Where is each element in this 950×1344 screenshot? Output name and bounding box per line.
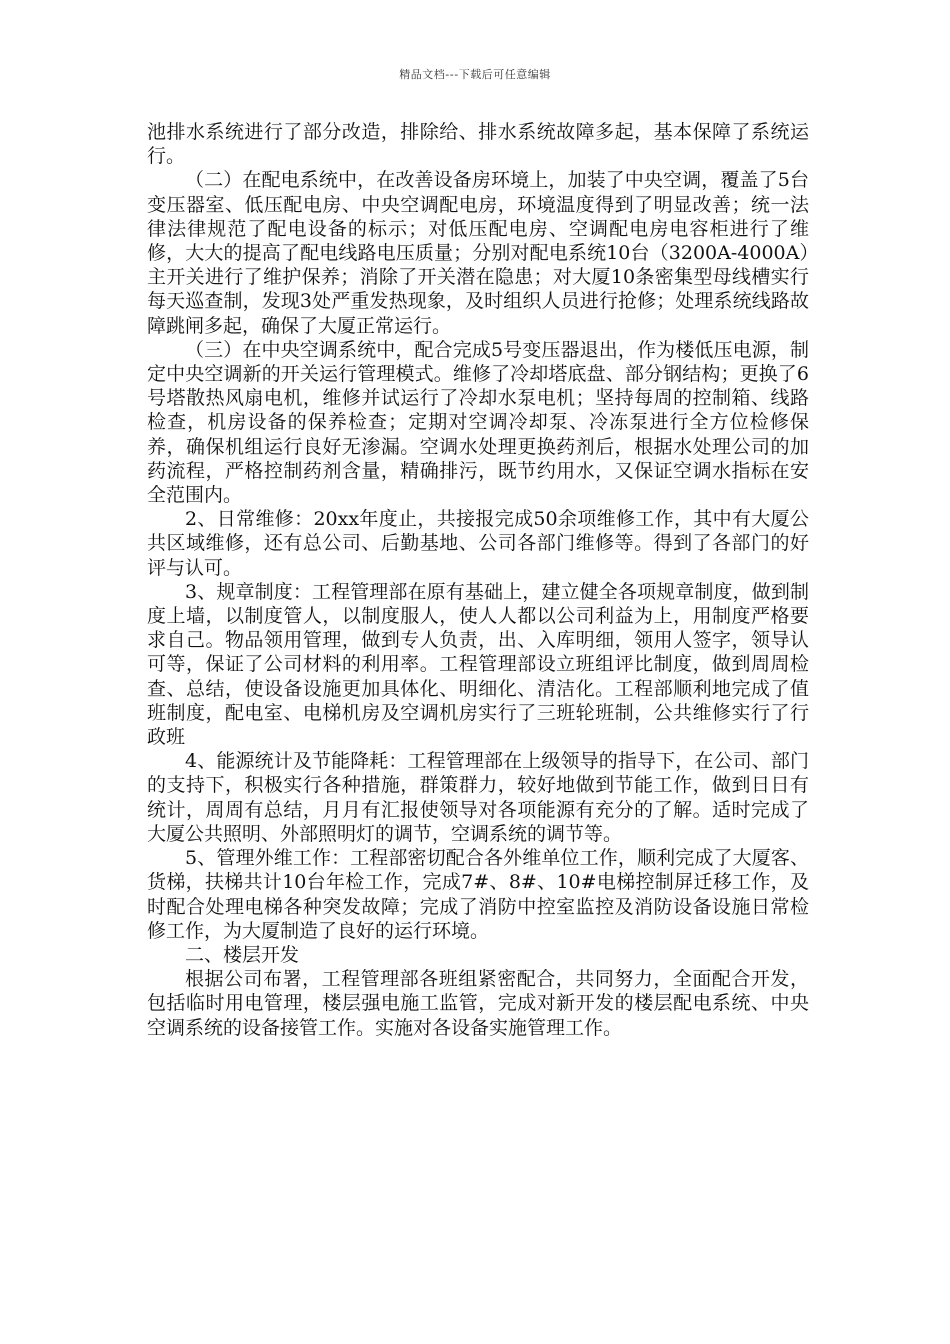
document-body [147, 120, 809, 1040]
paragraph-energy-saving: 4、能源统计及节能降耗：工程管理部在上级领导的指导下，在公司、部门的支持下，积极实行各种措施，群策群力，较好地做到节能工作，做到日日有统计，周周有总结，月月有汇报使领导对各项能源有充分的了解。适时完成了大厦公共照明、外部照明灯的调节，空调系统的调节等。 [147, 750, 809, 845]
paragraph-power-distribution: （二）在配电系统中，在改善设备房环境上，加装了中央空调，覆盖了5台变压器室、低压配电房、中央空调配电房，环境温度得到了明显改善；统一法律法律规范了配电设备的标示；对低压配电房、空调配电房电容柜进行了维修，大大的提高了配电线路电压质量；分别对配电系统10台（3200A-4000A）主开关进行了维护保养；消除了开关潜在隐患；对大厦10条密集型母线槽实行每天巡查制，发现3处严重发热现象，及时组织人员进行抢修；处理系统线路故障跳闸多起，确保了大厦正常运行。 [147, 169, 809, 337]
paragraph-continuation: 池排水系统进行了部分改造，排除给、排水系统故障多起，基本保障了系统运行。 [147, 121, 809, 168]
paragraph-regulations: 3、规章制度：工程管理部在原有基础上，建立健全各项规章制度，做到制度上墙，以制度管人，以制度服人，使人人都以公司利益为上，用制度严格要求自己。物品领用管理，做到专人负责，出、入库明细，领用人签字，领导认可等，保证了公司材料的利用率。工程管理部设立班组评比制度，做到周周检查、总结，使设备设施更加具体化、明细化、清洁化。工程部顺利地完成了值班制度，配电室、电梯机房及空调机房实行了三班轮班制，公共维修实行了行政班 [147, 580, 809, 749]
paragraph-central-ac: （三）在中央空调系统中，配合完成5号变压器退出，作为楼低压电源，制定中央空调新的开关运行管理模式。维修了冷却塔底盘、部分钢结构；更换了6号塔散热风扇电机，维修并试运行了冷却水泵电机；坚持每周的控制箱、线路检查，机房设备的保养检查；定期对空调冷却泵、冷冻泵进行全方位检修保养，确保机组运行良好无渗漏。空调水处理更换药剂后，根据水处理公司的加药流程，严格控制药剂含量，精确排污，既节约用水，又保证空调水指标在安全范围内。 [147, 338, 809, 507]
section-heading-floor-development: 二、楼层开发 [185, 943, 300, 966]
page-header: 精品文档---下载后可任意编辑 [399, 68, 551, 81]
paragraph-daily-maintenance: 2、日常维修：20xx年度止，共接报完成50余项维修工作，其中有大厦公共区域维修，还有总公司、后勤基地、公司各部门维修等。得到了各部门的好评与认可。 [147, 508, 809, 579]
paragraph-external-maintenance: 5、管理外维工作：工程部密切配合各外维单位工作，顺利完成了大厦客、货梯，扶梯共计10台年检工作，完成7#、8#、10#电梯控制屏迁移工作，及时配合处理电梯各种突发故障；完成了消防中控室监控及消防设备设施日常检修工作，为大厦制造了良好的运行环境。 [147, 847, 809, 942]
paragraph-floor-development: 根据公司布署，工程管理部各班组紧密配合，共同努力，全面配合开发，包括临时用电管理，楼层强电施工监管，完成对新开发的楼层配电系统、中央空调系统的设备接管工作。实施对各设备实施管理工作。 [147, 968, 809, 1039]
